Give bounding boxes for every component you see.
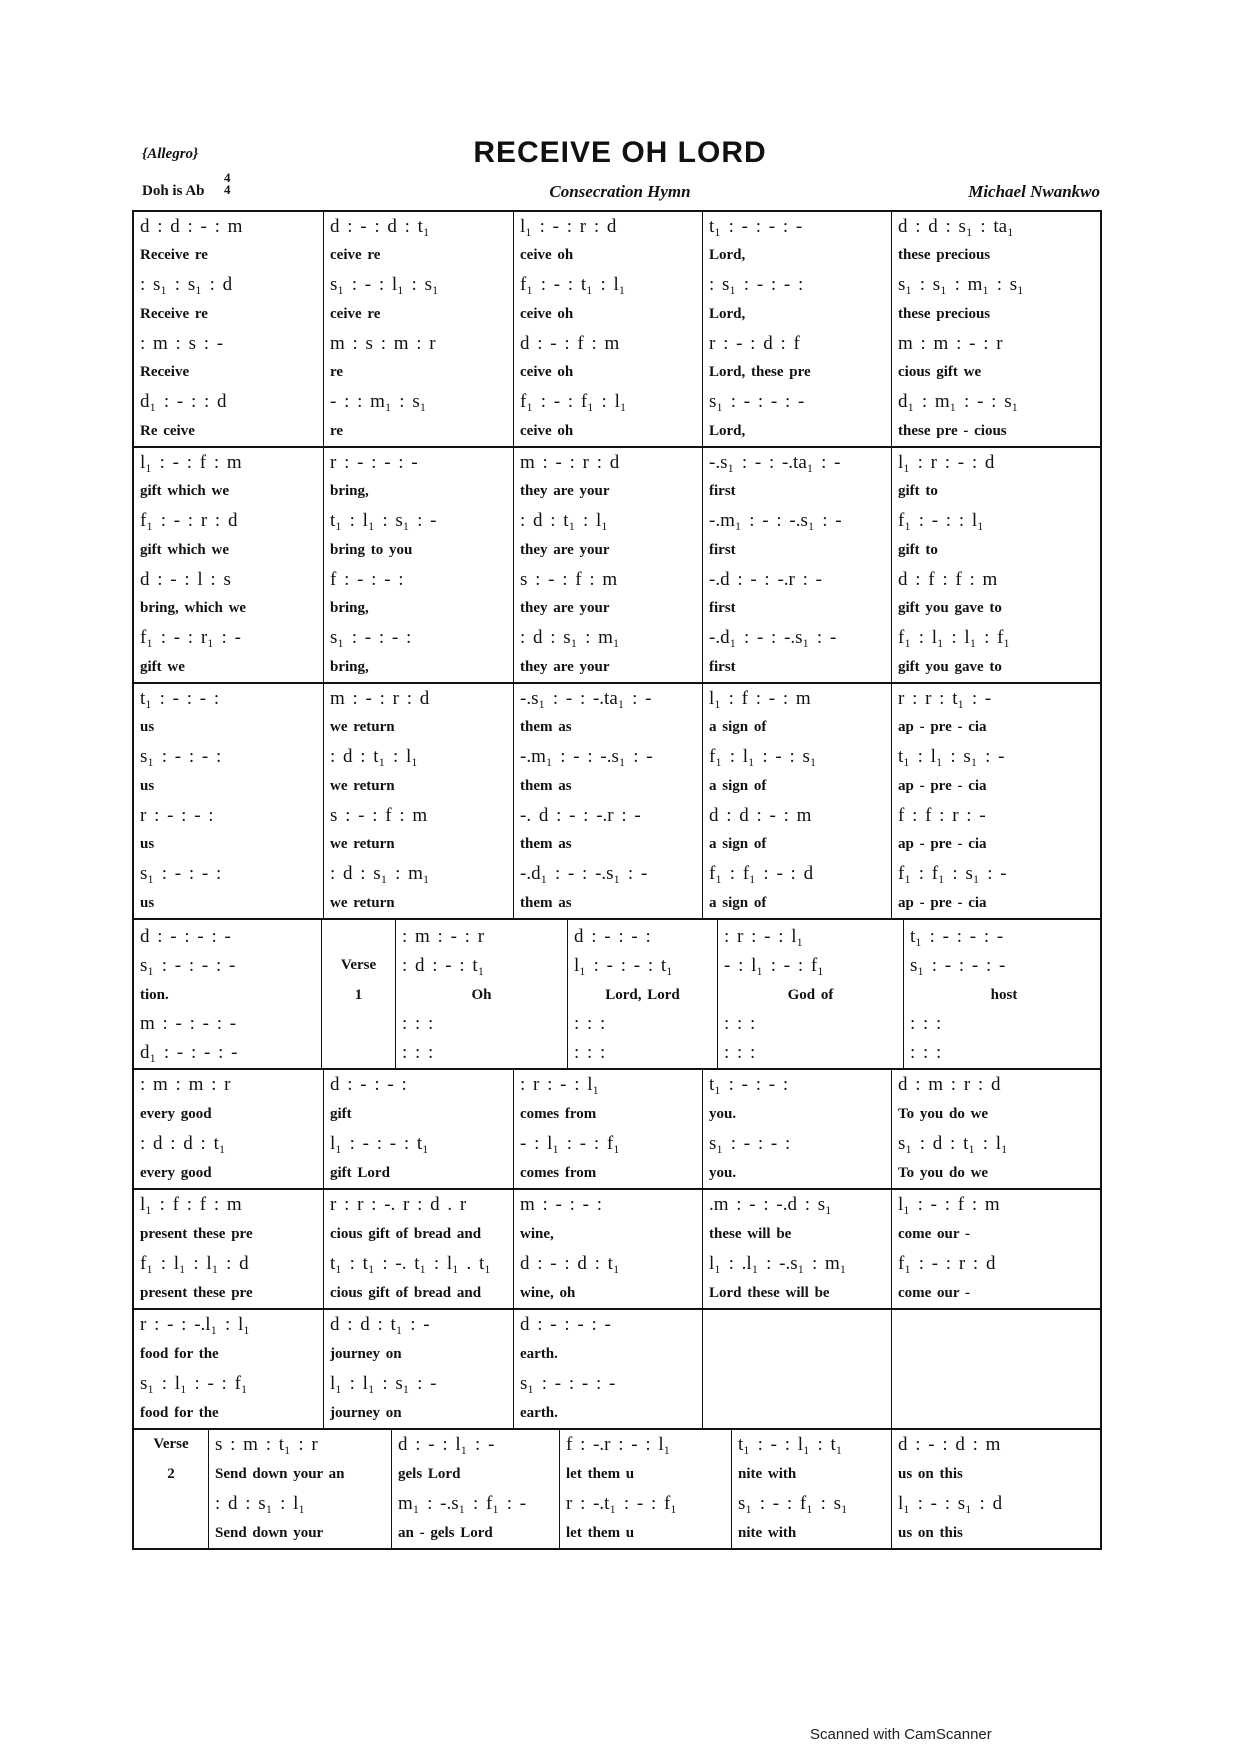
solfa-notes: t₁ : - : - : -: [910, 925, 1004, 947]
solfa-notes: : r : - : l₁: [520, 1073, 600, 1095]
lyric-line: Re ceive: [140, 422, 195, 439]
lyric-line: they are your: [520, 658, 610, 675]
measure-cell: [703, 684, 892, 918]
lyric-line: first: [709, 658, 736, 675]
solfa-notes: - : : m₁ : s₁: [330, 391, 427, 413]
solfa-notes: t₁ : l₁ : s₁ : -: [330, 510, 437, 532]
solfa-notes: l₁ : f : - : m: [709, 687, 811, 709]
solfa-notes: s₁ : - : - : -: [709, 391, 805, 413]
solfa-notes: : m : m : r: [140, 1073, 231, 1095]
measure-cell: [904, 920, 1104, 1068]
solfa-notes: r : -.t₁ : - : f₁: [566, 1492, 677, 1514]
solfa-notes: t₁ : t₁ : -. t₁ : l₁ . t₁: [330, 1252, 491, 1274]
lyric-line: earth.: [520, 1345, 558, 1362]
solfa-notes: s₁ : - : - : -: [520, 1372, 616, 1394]
solfa-notes: : m : - : r: [402, 925, 485, 947]
measure-cell: [892, 1190, 1104, 1308]
lyric-line: these will be: [709, 1225, 792, 1242]
measure-cell: [892, 1430, 1104, 1548]
measure-cell: [892, 212, 1104, 446]
measure-cell: [703, 1310, 892, 1428]
lyric-line: God of: [787, 986, 834, 1003]
solfa-notes: s₁ : - : l₁ : s₁: [330, 274, 439, 296]
lyric-line: ceive oh: [520, 247, 574, 264]
lyric-line: Lord,: [709, 422, 746, 439]
solfa-notes: : : :: [574, 1013, 606, 1035]
solfa-notes: f : f : r : -: [898, 804, 986, 826]
key-signature: Doh is Ab: [142, 183, 205, 199]
solfa-notes: r : - : d : f: [709, 332, 800, 354]
lyric-line: 2: [167, 1465, 175, 1482]
lyric-line: these precious: [898, 305, 991, 322]
solfa-notes: l₁ : - : f : m: [140, 451, 242, 473]
measure-cell: [324, 1310, 514, 1428]
lyric-line: you.: [709, 1105, 737, 1122]
solfa-notes: s₁ : - : - : -: [140, 954, 236, 976]
solfa-notes: l₁ : - : s₁ : d: [898, 1492, 1003, 1514]
lyric-line: gift you gave to: [898, 600, 1002, 617]
lyric-line: bring,: [330, 483, 369, 500]
solfa-notes: : : :: [402, 1042, 434, 1064]
score-row: [134, 684, 1100, 920]
lyric-line: comes from: [520, 1105, 597, 1122]
song-title: RECEIVE OH LORD: [473, 136, 767, 169]
lyric-line: nite with: [738, 1524, 797, 1541]
measure-cell: [134, 1430, 209, 1548]
solfa-notes: : d : d : t₁: [140, 1132, 226, 1154]
lyric-line: every good: [140, 1164, 212, 1181]
solfa-notes: s₁ : - : f₁ : s₁: [738, 1492, 848, 1514]
solfa-notes: [898, 1369, 1098, 1399]
solfa-notes: d : - : - : -: [140, 925, 231, 947]
lyric-line: To you do we: [898, 1105, 989, 1122]
solfa-notes: : m : s : -: [140, 332, 224, 354]
solfa-notes: -.d : - : -.r : -: [709, 568, 822, 590]
measure-cell: [892, 448, 1104, 682]
solfa-notes: : d : s₁ : m₁: [330, 863, 430, 885]
lyric-line: gift which we: [140, 541, 229, 558]
measure-cell: [732, 1430, 892, 1548]
score-row: [134, 1190, 1100, 1310]
solfa-notes: t₁ : - : - : -: [709, 215, 803, 237]
solfa-notes: s : m : t₁ : r: [215, 1433, 318, 1455]
lyric-line: let them u: [566, 1524, 635, 1541]
lyric-line: them as: [520, 836, 572, 853]
lyric-line: earth.: [520, 1404, 558, 1421]
solfa-notes: d : - : - :: [330, 1073, 407, 1095]
lyric-line: present these pre: [140, 1284, 253, 1301]
solfa-notes: f₁ : - : r : d: [898, 1252, 996, 1274]
measure-cell: [568, 920, 718, 1068]
solfa-notes: -.s₁ : - : -.ta₁ : -: [520, 687, 652, 709]
solfa-notes: : : :: [574, 1042, 606, 1064]
measure-cell: [134, 212, 324, 446]
measure-cell: [514, 212, 703, 446]
tempo-marking: {Allegro}: [142, 146, 199, 162]
measure-cell: [892, 1310, 1104, 1428]
solfa-notes: d : d : - : m: [140, 215, 243, 237]
solfa-notes: : : :: [402, 1013, 434, 1035]
lyric-line: [898, 1399, 1098, 1429]
lyric-line: ap - pre - cia: [898, 894, 987, 911]
solfa-notes: f₁ : f₁ : - : d: [709, 863, 814, 885]
solfa-notes: f₁ : l₁ : l₁ : f₁: [898, 627, 1011, 649]
lyric-line: we return: [330, 836, 395, 853]
solfa-notes: s₁ : - : - :: [140, 746, 222, 768]
lyric-line: you.: [709, 1164, 737, 1181]
lyric-line: a sign of: [709, 836, 767, 853]
solfa-notes: [709, 1310, 885, 1340]
lyric-line: cious gift of bread and: [330, 1225, 482, 1242]
lyric-line: they are your: [520, 483, 610, 500]
lyric-line: a sign of: [709, 894, 767, 911]
score-row: [134, 1310, 1100, 1430]
measure-cell: [134, 1190, 324, 1308]
measure-cell: [209, 1430, 392, 1548]
lyric-line: us: [140, 777, 155, 794]
solfa-notes: d : - : l : s: [140, 568, 231, 590]
lyric-line: first: [709, 483, 736, 500]
solfa-notes: : : :: [724, 1042, 756, 1064]
measure-cell: [322, 920, 396, 1068]
solfa-notes: d : - : l₁ : -: [398, 1433, 495, 1455]
solfa-notes: f₁ : - : : l₁: [898, 510, 984, 532]
lyric-line: re: [330, 364, 344, 381]
solfa-notes: : r : - : l₁: [724, 925, 804, 947]
solfa-notes: d : - : - : -: [520, 1313, 611, 1335]
solfa-notes: -.s₁ : - : -.ta₁ : -: [709, 451, 841, 473]
lyric-line: Receive re: [140, 247, 208, 264]
lyric-line: comes from: [520, 1164, 597, 1181]
solfa-notes: d : f : f : m: [898, 568, 998, 590]
score-row: [134, 448, 1100, 684]
lyric-line: gift to: [898, 483, 938, 500]
lyric-line: ceive oh: [520, 364, 574, 381]
solfa-notes: d₁ : m₁ : - : s₁: [898, 391, 1019, 413]
lyric-line: they are your: [520, 541, 610, 558]
solfa-notes: t₁ : - : - :: [709, 1073, 789, 1095]
lyric-line: gels Lord: [398, 1465, 461, 1482]
solfa-notes: l₁ : .l₁ : -.s₁ : m₁: [709, 1252, 847, 1274]
lyric-line: [140, 1519, 202, 1549]
lyric-line: gift to: [898, 541, 938, 558]
lyric-line: gift: [330, 1105, 352, 1122]
lyric-line: wine, oh: [520, 1284, 576, 1301]
lyric-line: [709, 1399, 885, 1429]
lyric-line: gift Lord: [330, 1164, 390, 1181]
measure-cell: [703, 212, 892, 446]
measure-cell: [514, 1070, 703, 1188]
solfa-notes: s₁ : - : - :: [140, 863, 222, 885]
solfa-notes: d : m : r : d: [898, 1073, 1001, 1095]
solfa-notes: s : - : f : m: [330, 804, 428, 826]
solfa-notes: : s₁ : - : - :: [709, 274, 804, 296]
lyric-line: cious gift of bread and: [330, 1284, 482, 1301]
solfa-notes: [709, 1369, 885, 1399]
solfa-notes: f₁ : f₁ : s₁ : -: [898, 863, 1007, 885]
score-row: [134, 1430, 1100, 1548]
measure-cell: [514, 448, 703, 682]
lyric-line: these pre - cious: [898, 422, 1007, 439]
solfa-notes: d : - : d : t₁: [330, 215, 430, 237]
solfa-notes: : d : t₁ : l₁: [330, 746, 418, 768]
lyric-line: we return: [330, 894, 395, 911]
solfa-notes: t₁ : l₁ : s₁ : -: [898, 746, 1005, 768]
solfa-notes: f₁ : l₁ : - : s₁: [709, 746, 817, 768]
solfa-notes: f₁ : - : r₁ : -: [140, 627, 241, 649]
solfa-notes: m₁ : -.s₁ : f₁ : -: [398, 1492, 527, 1514]
lyric-line: we return: [330, 719, 395, 736]
lyric-line: ap - pre - cia: [898, 836, 987, 853]
solfa-notes: s₁ : - : - :: [330, 627, 412, 649]
solfa-notes: s₁ : l₁ : - : f₁: [140, 1372, 248, 1394]
lyric-line: gift we: [140, 658, 185, 675]
measure-cell: [718, 920, 904, 1068]
lyric-line: [328, 1010, 389, 1039]
lyric-line: them as: [520, 777, 572, 794]
lyric-line: re: [330, 422, 344, 439]
solfa-notes: d : d : s₁ : ta₁: [898, 215, 1014, 237]
lyric-line: us on this: [898, 1524, 963, 1541]
solfa-notes: f₁ : - : t₁ : l₁: [520, 274, 626, 296]
solfa-notes: -.d₁ : - : -.s₁ : -: [520, 863, 648, 885]
lyric-line: first: [709, 541, 736, 558]
solfa-notes: r : - : - : -: [330, 451, 418, 473]
measure-cell: [324, 212, 514, 446]
lyric-line: them as: [520, 894, 572, 911]
lyric-line: Receive re: [140, 305, 208, 322]
solfa-notes: f₁ : - : f₁ : l₁: [520, 391, 627, 413]
lyric-line: a sign of: [709, 777, 767, 794]
time-signature-top: 4: [224, 170, 231, 185]
lyric-line: Verse: [340, 957, 377, 974]
solfa-notes: l₁ : - : - : t₁: [574, 954, 673, 976]
measure-cell: [392, 1430, 560, 1548]
lyric-line: bring,: [330, 658, 369, 675]
score-row: [134, 212, 1100, 448]
lyric-line: journey on: [330, 1404, 402, 1421]
lyric-line: ceive oh: [520, 422, 574, 439]
lyric-line: first: [709, 600, 736, 617]
measure-cell: [396, 920, 568, 1068]
lyric-line: ap - pre - cia: [898, 719, 987, 736]
solfa-notes: r : r : -. r : d . r: [330, 1193, 467, 1215]
lyric-line: come our -: [898, 1284, 971, 1301]
lyric-line: cious gift we: [898, 364, 982, 381]
solfa-notes: s₁ : - : - :: [709, 1132, 791, 1154]
lyric-line: Lord,: [709, 305, 746, 322]
measure-cell: [514, 1190, 703, 1308]
lyric-line: let them u: [566, 1465, 635, 1482]
lyric-line: us on this: [898, 1465, 963, 1482]
song-subtitle: Consecration Hymn: [549, 182, 691, 201]
solfa-notes: l₁ : - : r : d: [520, 215, 617, 237]
solfa-notes: : d : s₁ : m₁: [520, 627, 620, 649]
lyric-line: bring, which we: [140, 600, 247, 617]
score-row: [134, 1070, 1100, 1190]
solfa-notes: f₁ : - : r : d: [140, 510, 238, 532]
lyric-line: present these pre: [140, 1225, 253, 1242]
scanner-watermark: Scanned with CamScanner: [810, 1726, 992, 1743]
lyric-line: every good: [140, 1105, 212, 1122]
lyric-line: [328, 1039, 389, 1068]
solfa-notes: [898, 1310, 1098, 1340]
score-row: [134, 920, 1100, 1070]
solfa-notes: l₁ : r : - : d: [898, 451, 995, 473]
solfa-notes: d : - : d : m: [898, 1433, 1001, 1455]
lyric-line: they are your: [520, 600, 610, 617]
measure-cell: [892, 684, 1104, 918]
solfa-notes: s₁ : - : - : -: [910, 954, 1006, 976]
lyric-line: food for the: [140, 1345, 219, 1362]
lyric-line: Lord,: [709, 247, 746, 264]
solfa-notes: d : d : t₁ : -: [330, 1313, 430, 1335]
solfa-score-table: [132, 210, 1102, 1550]
lyric-line: come our -: [898, 1225, 971, 1242]
solfa-notes: d : - : f : m: [520, 332, 620, 354]
measure-cell: [703, 448, 892, 682]
lyric-line: 1: [354, 986, 363, 1003]
solfa-notes: - : l₁ : - : f₁: [724, 954, 824, 976]
lyric-line: bring,: [330, 600, 369, 617]
solfa-notes: -.d₁ : - : -.s₁ : -: [709, 627, 837, 649]
solfa-notes: m : m : - : r: [898, 332, 1003, 354]
measure-cell: [324, 684, 514, 918]
measure-cell: [514, 1310, 703, 1428]
solfa-notes: : s₁ : s₁ : d: [140, 274, 233, 296]
solfa-notes: l₁ : - : - : t₁: [330, 1132, 429, 1154]
measure-cell: [134, 1310, 324, 1428]
solfa-notes: l₁ : l₁ : s₁ : -: [330, 1372, 437, 1394]
lyric-line: journey on: [330, 1345, 402, 1362]
lyric-line: Lord, these pre: [709, 364, 811, 381]
measure-cell: [560, 1430, 732, 1548]
lyric-line: ap - pre - cia: [898, 777, 987, 794]
lyric-line: them as: [520, 719, 572, 736]
measure-cell: [134, 684, 324, 918]
measure-cell: [703, 1190, 892, 1308]
lyric-line: tion.: [140, 986, 169, 1003]
solfa-notes: d₁ : - : : d: [140, 391, 227, 413]
lyric-line: gift you gave to: [898, 658, 1002, 675]
solfa-notes: : d : t₁ : l₁: [520, 510, 608, 532]
solfa-notes: : d : - : t₁: [402, 954, 485, 976]
lyric-line: ceive re: [330, 305, 381, 322]
solfa-notes: .m : - : -.d : s₁: [709, 1193, 832, 1215]
solfa-notes: l₁ : f : f : m: [140, 1193, 242, 1215]
lyric-line: [898, 1340, 1098, 1370]
solfa-notes: m : - : - :: [520, 1193, 603, 1215]
solfa-notes: : : :: [910, 1013, 942, 1035]
solfa-notes: s₁ : s₁ : m₁ : s₁: [898, 274, 1024, 296]
measure-cell: [892, 1070, 1104, 1188]
lyric-line: To you do we: [898, 1164, 989, 1181]
solfa-notes: t₁ : - : - :: [140, 687, 220, 709]
measure-cell: [324, 1190, 514, 1308]
solfa-notes: -. d : - : -.r : -: [520, 804, 641, 826]
lyric-line: [140, 1489, 202, 1519]
measure-cell: [134, 1070, 324, 1188]
solfa-notes: r : - : - :: [140, 804, 214, 826]
lyric-line: Oh: [471, 986, 492, 1003]
lyric-line: Send down your an: [215, 1465, 345, 1482]
solfa-notes: : : :: [910, 1042, 942, 1064]
lyric-line: these precious: [898, 247, 991, 264]
solfa-notes: s : - : f : m: [520, 568, 618, 590]
composer-name: Michael Nwankwo: [968, 182, 1100, 201]
lyric-line: Lord these will be: [709, 1284, 830, 1301]
solfa-notes: d : d : - : m: [709, 804, 812, 826]
measure-cell: [324, 1070, 514, 1188]
solfa-notes: m : - : - : -: [140, 1013, 237, 1035]
lyric-line: ceive oh: [520, 305, 574, 322]
lyric-line: ceive re: [330, 247, 381, 264]
solfa-notes: m : s : m : r: [330, 332, 436, 354]
solfa-notes: -.m₁ : - : -.s₁ : -: [520, 746, 653, 768]
lyric-line: food for the: [140, 1404, 219, 1421]
measure-cell: [324, 448, 514, 682]
lyric-line: an - gels Lord: [398, 1524, 493, 1541]
lyric-line: us: [140, 894, 155, 911]
lyric-line: Send down your: [215, 1524, 324, 1541]
solfa-notes: d : - : d : t₁: [520, 1252, 620, 1274]
lyric-line: us: [140, 719, 155, 736]
lyric-line: Verse: [153, 1436, 189, 1453]
measure-cell: [703, 1070, 892, 1188]
solfa-notes: -.m₁ : - : -.s₁ : -: [709, 510, 842, 532]
measure-cell: [514, 684, 703, 918]
lyric-line: Receive: [140, 364, 190, 381]
solfa-notes: d : - : - :: [574, 925, 651, 947]
lyric-line: gift which we: [140, 483, 229, 500]
solfa-notes: t₁ : - : l₁ : t₁: [738, 1433, 843, 1455]
measure-cell: [134, 448, 324, 682]
solfa-notes: : : :: [724, 1013, 756, 1035]
solfa-notes: - : l₁ : - : f₁: [520, 1132, 620, 1154]
lyric-line: a sign of: [709, 719, 767, 736]
solfa-notes: f : -.r : - : l₁: [566, 1433, 671, 1455]
solfa-notes: : d : s₁ : l₁: [215, 1492, 306, 1514]
solfa-notes: f : - : - :: [330, 568, 404, 590]
solfa-notes: d₁ : - : - : -: [140, 1042, 238, 1064]
solfa-notes: r : - : -.l₁ : l₁: [140, 1313, 250, 1335]
time-signature-bottom: 4: [224, 182, 231, 197]
lyric-line: [709, 1340, 885, 1370]
solfa-notes: s₁ : d : t₁ : l₁: [898, 1132, 1008, 1154]
lyric-line: wine,: [520, 1225, 554, 1242]
lyric-line: host: [990, 986, 1018, 1003]
lyric-line: [328, 922, 389, 951]
solfa-notes: f₁ : l₁ : l₁ : d: [140, 1252, 249, 1274]
lyric-line: bring to you: [330, 541, 413, 558]
solfa-notes: r : r : t₁ : -: [898, 687, 992, 709]
lyric-line: us: [140, 836, 155, 853]
solfa-notes: l₁ : - : f : m: [898, 1193, 1000, 1215]
lyric-line: Lord, Lord: [605, 986, 680, 1003]
lyric-line: we return: [330, 777, 395, 794]
solfa-notes: m : - : r : d: [330, 687, 430, 709]
lyric-line: nite with: [738, 1465, 797, 1482]
measure-cell: [134, 920, 322, 1068]
solfa-notes: m : - : r : d: [520, 451, 620, 473]
